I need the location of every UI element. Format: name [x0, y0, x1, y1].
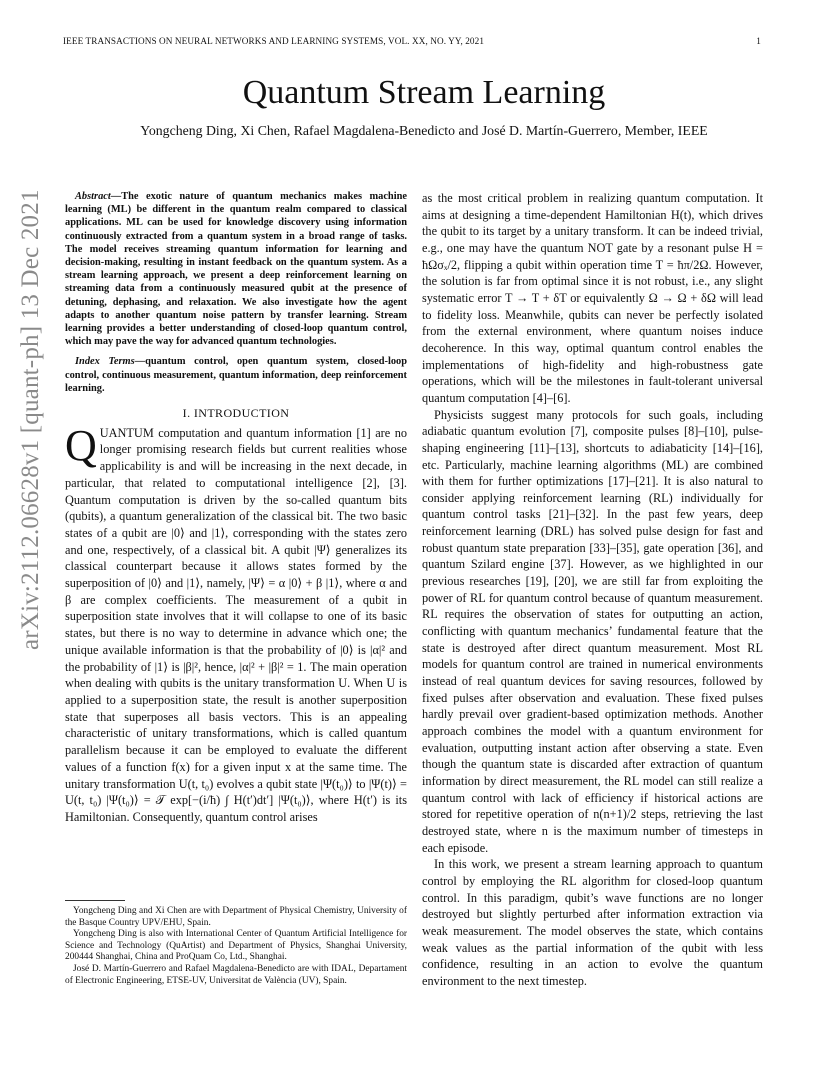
index-terms-lead: Index Terms — [75, 356, 135, 368]
author-list: Yongcheng Ding, Xi Chen, Rafael Magdalena-Benedicto and José D. Martín-Guerrero, Member, IEEE — [140, 123, 708, 138]
footnote-rule — [65, 900, 125, 901]
abstract — [65, 190, 407, 348]
abstract-text: —The exotic nature of quantum mechanics makes machine learning (ML) be different in the quantum realm compared to classical applications. ML can be used for knowledge discovery using information continuously extracted from a quantum system in a broad range of tasks. The model receives streaming quantum information for learning and decision-making, resulting in instant feedback on the quantum system. As a stream learning approach, we present a deep reinforcement learning on streaming data from a continuously measured qubit at the presence of detuning, dephasing, and relaxation. We also investigate how the agent adapts to another quantum noise pattern by transfer learning. Stream learning provides a better understanding of closed-loop quantum control, which may pave the way for advanced quantum technologies. — [65, 191, 407, 348]
intro-paragraph-2: as the most critical problem in realizing quantum computation. It aims at designing a time-dependent Hamiltonian H(t), which drives the qubit to its target by a unitary transform. It can be indeed trivial, e.g., one may have the quantum NOT gate by a resonant pulse H = ħΩσₓ/2, flipping a qubit within operation time T = ħπ/2Ω. However, the solution is far from optimal since it is not robust, i.e., any slight systematic error T → T + δT or equivalently Ω → Ω + δΩ will lead to fidelity loss. Meanwhile, qubits can never be perfectly isolated from the external environment, where quantum noises induce decoherence. In this way, optimal quantum control enables the implementations of high-fidelity and high-robustness gate operations, which will be the milestones in fault-tolerant universal quantum computation [4]–[6]. — [422, 191, 763, 405]
drop-cap: Q — [65, 420, 97, 470]
footnote-1: Yongcheng Ding and Xi Chen are with Department of Physical Chemistry, University of the Basque Country UPV/EHU, Spain. — [65, 906, 407, 928]
footnotes — [65, 906, 407, 987]
journal-header: IEEE TRANSACTIONS ON NEURAL NETWORKS AND LEARNING SYSTEMS, VOL. XX, NO. YY, 2021 — [63, 36, 485, 46]
index-terms-text: —quantum control, open quantum system, closed-loop control, continuous measurement, quantum information, deep reinforcement learning. — [65, 356, 407, 394]
index-terms — [65, 355, 407, 395]
section-heading: I. INTRODUCTION — [182, 406, 290, 421]
intro-paragraph-1 — [65, 420, 407, 826]
page-number: 1 — [756, 36, 761, 46]
left-column — [65, 190, 407, 826]
page-header — [63, 36, 765, 50]
right-column — [422, 190, 763, 990]
footnote-2: Yongcheng Ding is also with International Center of Quantum Artificial Intelligence for Science and Technology (QuArtist) and Department of Physics, Shanghai University, 200444 Shanghai, China and ProQuam Co, Ltd., Shanghai. — [65, 929, 407, 963]
intro-text-left: UANTUM computation and quantum information [1] are no longer promising research fields but current realities whose applicability is and will be increasing in the next decade, in particular, that related to computational intelligence [2], [3]. Quantum computation is driven by the so-called quantum bits (qubits), a quantum generalization of the classical bit. The two basic states of a qubit are |0⟩ and |1⟩, corresponding with the states zero and one, respectively, of a classical bit. A qubit |Ψ⟩ generalizes its classical counterpart because it allows states formed by the superposition of |0⟩ and |1⟩, namely, |Ψ⟩ = α |0⟩ + β |1⟩, where α and β are complex coefficients. The measurement of a qubit in superposition state involves that it will collapse to one of its basic states, but there is no way to determine in advance which one; the unique available information is that the probability of |0⟩ is |α|² and the probability of |1⟩ is |β|², hence, |α|² + |β|² = 1. The main operation when dealing with qubits is the unitary transformation U. When U is applied to a superposition state, the result is another superposition state that superposes all basis vectors. This is an appealing characteristic of unitary transformations, which is called quantum parallelism because it can be employed to evaluate the different values of a function f(x) for a given input x at the same time. The unitary transformation U(t, t₀) evolves a qubit state |Ψ(t₀)⟩ to |Ψ(t)⟩ = U(t, t₀) |Ψ(t₀)⟩ = 𝒯 exp[−(i/ħ) ∫ H(t′)dt′] |Ψ(t₀)⟩, where H(t′) is its Hamiltonian. Consequently, quantum control arises — [65, 425, 407, 824]
paper-title: Quantum Stream Learning — [242, 74, 606, 111]
abstract-lead: Abstract — [75, 191, 111, 202]
intro-paragraph-4: In this work, we present a stream learning approach to quantum control by employing the RL algorithm for closed-loop quantum control. In this paradigm, qubit’s wave functions are no longer destroyed but slightly perturbed after information extraction via weak measurement. The model observes the state, which contains weak values as the partial information of the qubit with less confidence, resulting in an action to evolve the quantum environment to the next timestep. — [422, 857, 763, 988]
arxiv-stamp[interactable]: arXiv:2112.06628v1 [quant-ph] 13 Dec 2021 — [17, 189, 44, 650]
intro-paragraph-3: Physicists suggest many protocols for such goals, including adiabatic quantum evolution [7], composite pulses [8]–[10], pulse-shaping engineering [11]–[13], shortcuts to adiabaticity [14]–[16], etc. Particularly, machine learning algorithms (ML) are combined with them for further optimizations [17]–[21]. It is also natural to consider applying reinforcement learning (RL) individually for quantum control tasks [21]–[32]. In the past few years, deep reinforcement learning (DRL) has solved pulse design for fast and robust quantum state preparation [33]–[35], gate operation [36], and quantum Szilard engine [37]. However, as we highlighted in our previous researches [19], [20], we are still far from exploiting the power of RL for quantum control because of quantum measurement. RL requires the observation of states for outputting an action, conflicting with quantum mechanics’ fundamental feature that the state is destroyed after direct quantum measurement. Most RL models for quantum control are trained in numerical environments instead of real quantum devices for saving resources, followed by fixed pulses after observation and evaluation. These fixed pulses hardly prevail over gradient-based optimization methods. Another approach combines the model with a quantum environment for evaluation, outputting instant action after observing a state. Even though the quantum state is discarded after extraction of quantum information by direct measurement, the RL model can still realize a quantum control with lack of efficiency if historical actions are stored for repetitive operation of n(n+1)/2 steps, retrieving the last destroyed state, where n is the maximum number of timesteps in each episode. — [422, 407, 763, 855]
footnote-3: José D. Martín-Guerrero and Rafael Magdalena-Benedicto are with IDAL, Departament of Electronic Engineering, ETSE-UV, Universitat de València (UV), Spain. — [65, 963, 407, 986]
